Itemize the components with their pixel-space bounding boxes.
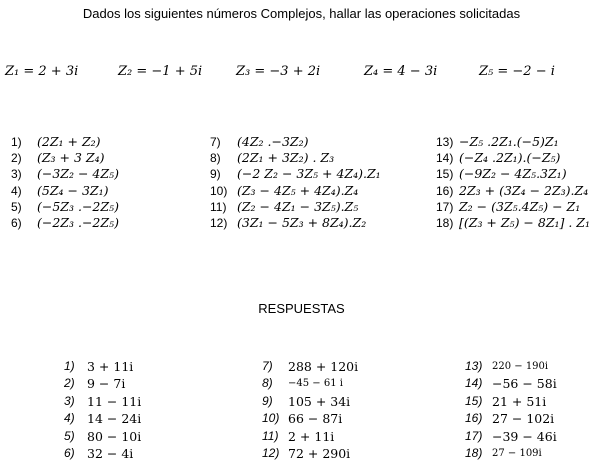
operation-expression: (−2 Z₂ − 3Z₅ + 4Z₄).Z₁ — [237, 166, 381, 182]
answer-value: 80 − 10i — [87, 428, 142, 444]
operation-number: 17) — [436, 199, 454, 214]
answer-item — [262, 445, 422, 462]
operation-item — [11, 166, 191, 182]
operation-number: 9) — [210, 167, 221, 182]
operation-number: 15) — [436, 167, 454, 182]
operation-number: 8) — [210, 151, 221, 166]
operation-item — [210, 150, 420, 166]
answer-number: 17) — [465, 428, 483, 443]
operation-item — [210, 166, 420, 182]
answer-number: 10) — [262, 411, 280, 426]
operations-column-1 — [11, 134, 191, 231]
answer-number: 1) — [64, 359, 75, 373]
answer-number: 15) — [465, 393, 483, 408]
answer-value: 220 − 190i — [492, 361, 549, 372]
operation-expression: (Z₃ − 4Z₅ + 4Z₄).Z₄ — [237, 182, 359, 198]
answer-item — [262, 393, 422, 410]
operation-expression: −Z₅ .2Z₁.(−5)Z₁ — [459, 134, 559, 149]
answer-value: 21 + 51i — [492, 393, 547, 409]
definition-z5: Z₅ = −2 − i — [479, 64, 555, 79]
operation-item — [11, 199, 191, 215]
answer-item — [465, 410, 601, 427]
answer-item — [64, 428, 214, 445]
operation-expression: (3Z₁ − 5Z₃ + 8Z₄).Z₂ — [237, 214, 367, 230]
answer-number: 5) — [64, 428, 75, 443]
answer-item — [64, 445, 214, 462]
operations-column-2 — [210, 134, 420, 231]
operation-item — [210, 215, 420, 231]
answer-number: 13) — [465, 359, 483, 373]
answer-item — [64, 375, 214, 392]
operation-item — [11, 150, 191, 166]
definitions-row — [0, 64, 603, 88]
answer-item — [465, 445, 601, 462]
answers-column-3 — [465, 358, 601, 462]
definition-z4: Z₄ = 4 − 3i — [364, 64, 438, 79]
answer-number: 12) — [262, 445, 280, 460]
answer-number: 2) — [64, 376, 75, 391]
operation-expression: (−5Z₃ .−2Z₅) — [37, 198, 119, 214]
answer-item — [465, 393, 601, 410]
operation-item — [11, 183, 191, 199]
operation-item — [436, 183, 601, 199]
operation-item — [11, 215, 191, 231]
operation-expression: 2Z₃ + (3Z₄ − 2Z₃).Z₄ — [459, 182, 589, 198]
operation-number: 13) — [436, 135, 454, 149]
answer-number: 6) — [64, 445, 75, 460]
answer-value: −45 − 61 i — [288, 378, 343, 390]
answer-number: 3) — [64, 393, 75, 408]
answer-value: 11 − 11i — [87, 393, 142, 409]
answer-item — [262, 375, 422, 392]
answer-value: 27 − 109i — [492, 447, 542, 459]
answer-number: 8) — [262, 376, 273, 391]
answer-value: 66 − 87i — [288, 411, 343, 427]
answer-item — [64, 410, 214, 427]
answer-item — [465, 428, 601, 445]
operation-number: 2) — [11, 151, 22, 166]
operation-expression: (2Z₁ + 3Z₂) . Z₃ — [237, 150, 335, 166]
definition-z2: Z₂ = −1 + 5i — [118, 64, 203, 79]
operation-number: 5) — [11, 199, 22, 214]
answer-number: 4) — [64, 411, 75, 426]
definition-z1: Z₁ = 2 + 3i — [5, 64, 79, 79]
answer-item — [465, 358, 601, 375]
operation-number: 6) — [11, 215, 22, 230]
operation-item — [436, 199, 601, 215]
answer-value: 32 − 4i — [87, 445, 134, 461]
operation-number: 1) — [11, 135, 22, 149]
operation-expression: [(Z₃ + Z₅) − 8Z₁] . Z₁ — [459, 214, 591, 230]
answer-value: −39 − 46i — [492, 428, 557, 444]
answer-number: 16) — [465, 411, 483, 426]
operation-number: 3) — [11, 167, 22, 182]
operation-expression: (5Z₄ − 3Z₁) — [37, 182, 109, 198]
answer-item — [262, 428, 422, 445]
answer-value: 72 + 290i — [288, 445, 351, 461]
answers-column-1 — [64, 358, 214, 462]
answer-value: 288 + 120i — [288, 359, 359, 374]
operation-item — [210, 199, 420, 215]
answer-value: 105 + 34i — [288, 393, 351, 409]
operation-number: 7) — [210, 135, 221, 149]
answer-item — [64, 393, 214, 410]
operation-number: 12) — [210, 215, 228, 230]
operation-number: 18) — [436, 215, 454, 230]
operation-item — [436, 134, 601, 150]
definition-z3: Z₃ = −3 + 2i — [236, 64, 321, 79]
answer-value: 27 − 102i — [492, 411, 555, 427]
answer-number: 9) — [262, 393, 273, 408]
operations-column-3 — [436, 134, 601, 231]
operation-number: 10) — [210, 183, 228, 198]
answer-value: 14 − 24i — [87, 411, 142, 427]
operation-item — [210, 134, 420, 150]
operation-item — [11, 134, 191, 150]
operation-item — [436, 215, 601, 231]
operation-expression: (4Z₂ .−3Z₂) — [237, 134, 309, 149]
operation-number: 11) — [210, 199, 227, 214]
operation-expression: (2Z₁ + Z₂) — [37, 134, 101, 149]
answer-number: 14) — [465, 376, 483, 391]
operation-expression: (−2Z₃ .−2Z₅) — [37, 214, 119, 230]
answer-item — [262, 358, 422, 375]
operation-expression: (Z₃ + 3 Z₄) — [37, 150, 105, 166]
answer-number: 7) — [262, 359, 273, 373]
operation-item — [436, 150, 601, 166]
answer-item — [262, 410, 422, 427]
answer-number: 11) — [262, 428, 279, 443]
answer-value: 3 + 11i — [87, 359, 134, 374]
operation-item — [210, 183, 420, 199]
operation-number: 16) — [436, 183, 454, 198]
operation-expression: (−3Z₂ − 4Z₅) — [37, 166, 119, 182]
respuestas-heading: RESPUESTAS — [258, 301, 345, 316]
answer-value: 2 + 11i — [288, 428, 335, 444]
answer-value: −56 − 58i — [492, 376, 557, 392]
operation-item — [436, 166, 601, 182]
operation-expression: (−9Z₂ − 4Z₅.3Z₁) — [459, 166, 567, 182]
answers-column-2 — [262, 358, 422, 462]
answer-item — [64, 358, 214, 375]
operation-expression: (Z₂ − 4Z₁ − 3Z₅).Z₅ — [237, 198, 359, 214]
operation-number: 14) — [436, 151, 454, 166]
answer-value: 9 − 7i — [87, 376, 126, 392]
operation-expression: Z₂ − (3Z₅.4Z₅) − Z₁ — [459, 198, 581, 214]
answer-number: 18) — [465, 445, 483, 460]
operation-expression: (−Z₄ .2Z₁).(−Z₅) — [459, 150, 561, 166]
operation-number: 4) — [11, 183, 22, 198]
page-title: Dados los siguientes números Complejos, hallar las operaciones solicitadas — [82, 6, 521, 21]
answer-item — [465, 375, 601, 392]
